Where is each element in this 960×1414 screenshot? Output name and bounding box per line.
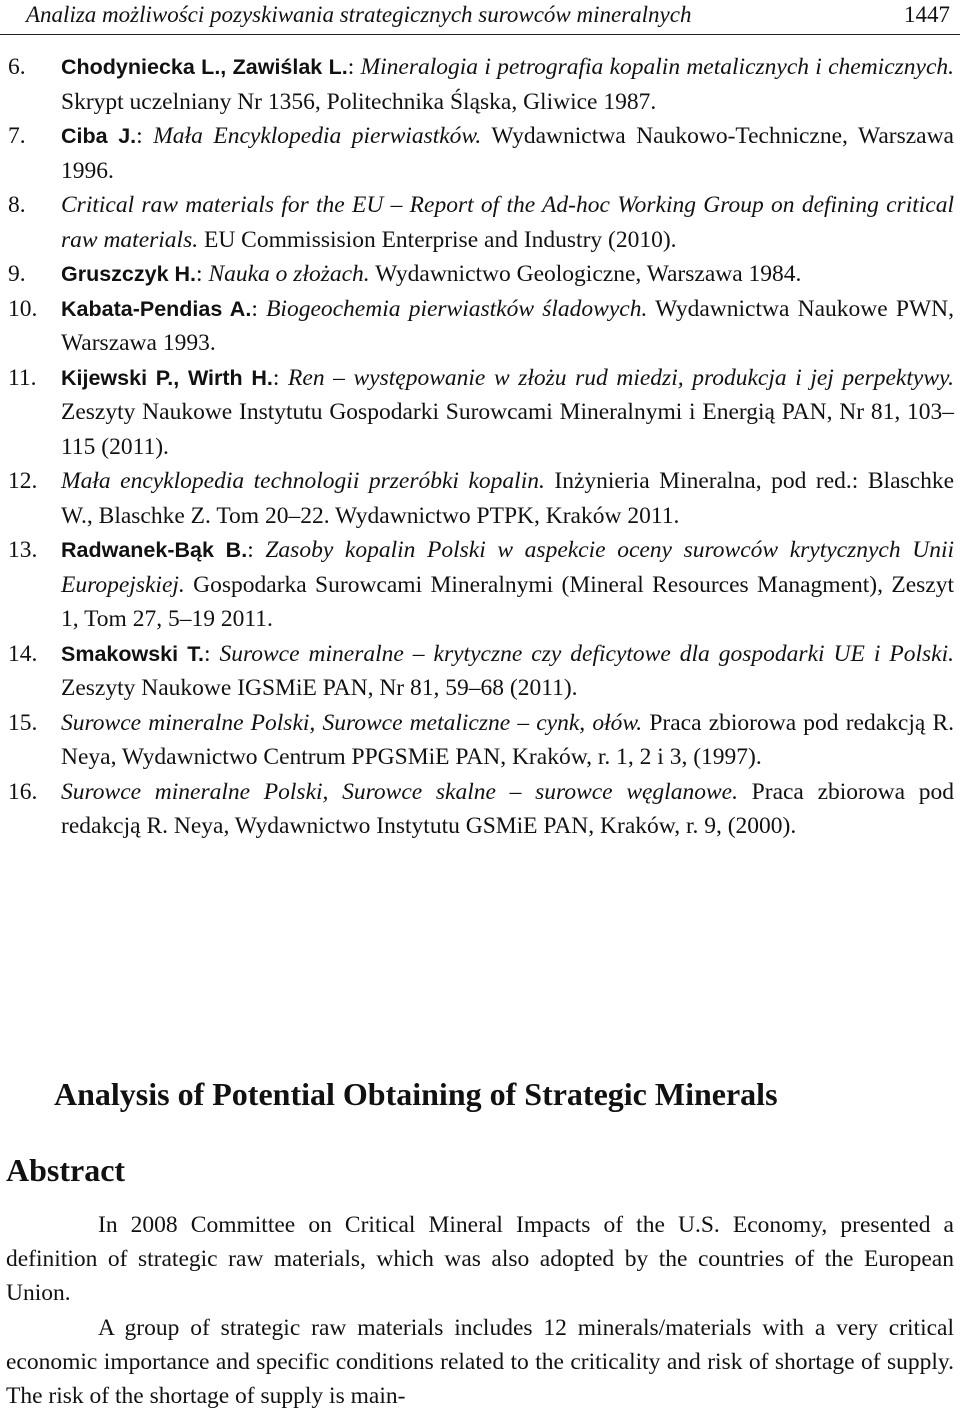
reference-list [8, 50, 954, 844]
abstract-paragraph: In 2008 Committee on Critical Mineral Impacts of the U.S. Economy, presented a definition of strategic raw materials, which was also adopted by the countries of the European Union. [6, 1212, 954, 1307]
reference-author: Radwanek-Bąk B. [61, 538, 248, 562]
reference-title: Surowce mineralne Polski, Surowce skalne – surowce węglanowe. [61, 778, 738, 805]
reference-title: Critical raw materials for the EU – Report of the Ad-hoc Working Group on defining critical raw materials. [61, 192, 954, 253]
reference-details: Gospodarka Surowcami Mineralnymi (Mineral Resources Managment), Zeszyt 1, Tom 27, 5–19 2011. [61, 571, 954, 632]
reference-details: Praca zbiorowa pod redakcją R. Neya, Wydawnictwo Instytutu GSMiE PAN, Kraków, r. 9, (2000). [61, 778, 955, 839]
english-title: Analysis of Potential Obtaining of Strategic Minerals [54, 1076, 778, 1112]
reference-item [8, 775, 954, 844]
reference-details: Inżynieria Mineralna, pod red.: Blaschke W., Blaschke Z. Tom 20–22. Wydawnictwo PTPK, Kraków 2011. [61, 468, 955, 529]
reference-author: Ciba J. [61, 124, 137, 148]
reference-details: Praca zbiorowa pod redakcją R. Neya, Wydawnictwo Centrum PPGSMiE PAN, Kraków, r. 1, 2 i 3, (1997). [61, 709, 954, 770]
reference-item [8, 292, 954, 361]
reference-separator: : [136, 123, 154, 149]
reference-author: Kijewski P., Wirth H. [61, 365, 273, 390]
reference-number: 15. [8, 709, 38, 736]
reference-details: Wydawnictwo Geologiczne, Warszawa 1984. [369, 261, 802, 287]
reference-number: 13. [8, 537, 38, 563]
reference-author: Chodyniecka L., Zawiślak L. [61, 55, 348, 79]
reference-separator: : [347, 54, 361, 80]
reference-number: 7. [8, 123, 26, 149]
reference-details: Zeszyty Naukowe Instytutu Gospodarki Surowcami Mineralnymi i Energią PAN, Nr 81, 103–115 (2011). [61, 399, 954, 460]
reference-details: EU Commissision Enterprise and Industry (2010). [198, 226, 677, 253]
reference-item [8, 706, 954, 775]
reference-title: Mineralogia i petrografia kopalin metalicznych i chemicznych. [360, 54, 955, 80]
reference-author: Gruszczyk H. [61, 262, 197, 286]
reference-number: 8. [8, 192, 26, 218]
reference-author: Kabata-Pendias A. [61, 296, 252, 321]
reference-details: Zeszyty Naukowe IGSMiE PAN, Nr 81, 59–68 (2011). [61, 675, 578, 701]
reference-number: 9. [8, 261, 26, 287]
reference-number: 12. [8, 468, 38, 494]
abstract-body [6, 1208, 954, 1413]
reference-item [8, 361, 954, 465]
reference-title: Ren – występowanie w złożu rud miedzi, produkcja i jej perpektywy. [288, 364, 955, 391]
reference-number: 16. [8, 778, 38, 805]
reference-separator: : [272, 364, 289, 391]
reference-separator: : [203, 640, 220, 667]
running-title: Analiza możliwości pozyskiwania strategicznych surowców mineralnych [26, 2, 692, 27]
reference-title: Zasoby kopalin Polski w aspekcie oceny surowców krytycznych Unii Europejskiej. [61, 537, 955, 598]
reference-item [8, 637, 954, 706]
reference-details: Wydawnictwa Naukowe PWN, Warszawa 1993. [61, 295, 954, 356]
running-header [0, 0, 960, 35]
reference-item [8, 188, 954, 257]
reference-item [8, 50, 954, 119]
reference-title: Surowce mineralne Polski, Surowce metaliczne – cynk, ołów. [61, 709, 643, 736]
reference-author: Smakowski T. [61, 641, 204, 666]
reference-title: Nauka o złożach. [208, 261, 370, 287]
reference-separator: : [247, 537, 266, 563]
reference-item [8, 464, 954, 533]
reference-item [8, 119, 954, 188]
reference-separator: : [196, 261, 209, 287]
reference-separator: : [251, 295, 267, 322]
reference-number: 11. [8, 364, 37, 391]
reference-title: Surowce mineralne – krytyczne czy deficytowe dla gospodarki UE i Polski. [219, 640, 954, 667]
reference-item [8, 533, 954, 637]
reference-title: Mała encyklopedia technologii przeróbki kopalin. [61, 468, 545, 494]
page-number: 1447 [904, 2, 950, 27]
abstract-heading: Abstract [6, 1152, 126, 1188]
reference-details: Wydawnictwa Naukowo-Techniczne, Warszawa 1996. [61, 123, 954, 184]
reference-number: 10. [8, 295, 38, 322]
reference-title: Mała Encyklopedia pierwiastków. [153, 123, 482, 149]
reference-item [8, 257, 954, 292]
reference-number: 14. [8, 640, 38, 667]
reference-number: 6. [8, 54, 26, 80]
abstract-paragraph: A group of strategic raw materials includes 12 minerals/materials with a very critical economic importance and specific conditions related to the criticality and risk of shortage of supply. The risk of the shortage of supply is main- [6, 1314, 954, 1410]
reference-title: Biogeochemia pierwiastków śladowych. [266, 295, 648, 322]
reference-details: Skrypt uczelniany Nr 1356, Politechnika Śląska, Gliwice 1987. [61, 88, 657, 115]
